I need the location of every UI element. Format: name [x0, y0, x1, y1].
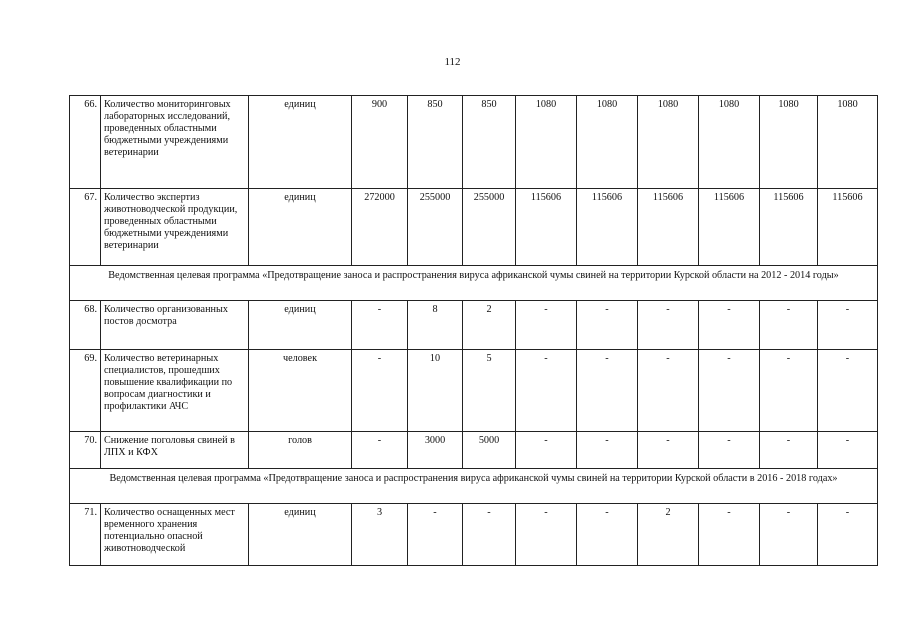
- value-cell: 115606: [638, 189, 699, 266]
- value-cell: -: [352, 432, 408, 469]
- value-cell: -: [760, 432, 818, 469]
- value-cell: 5000: [463, 432, 516, 469]
- table-row: [70, 301, 878, 350]
- section-header-row: [70, 266, 878, 301]
- value-cell: 8: [408, 301, 463, 350]
- value-cell: 10: [408, 350, 463, 432]
- value-cell: 850: [408, 96, 463, 189]
- value-cell: 1080: [577, 96, 638, 189]
- value-cell: -: [818, 301, 878, 350]
- value-cell: 1080: [699, 96, 760, 189]
- value-cell: -: [760, 350, 818, 432]
- value-cell: -: [352, 350, 408, 432]
- value-cell: -: [577, 504, 638, 566]
- value-cell: 900: [352, 96, 408, 189]
- value-cell: 1080: [760, 96, 818, 189]
- value-cell: -: [638, 432, 699, 469]
- value-cell: -: [699, 504, 760, 566]
- value-cell: -: [818, 504, 878, 566]
- value-cell: -: [408, 504, 463, 566]
- value-cell: -: [760, 504, 818, 566]
- value-cell: 1080: [638, 96, 699, 189]
- value-cell: 3000: [408, 432, 463, 469]
- row-number: 66.: [70, 96, 101, 189]
- unit-of-measure: голов: [249, 432, 352, 469]
- value-cell: -: [699, 301, 760, 350]
- value-cell: 850: [463, 96, 516, 189]
- value-cell: 115606: [577, 189, 638, 266]
- value-cell: 2: [638, 504, 699, 566]
- value-cell: 272000: [352, 189, 408, 266]
- row-number: 71.: [70, 504, 101, 566]
- section-header-row: [70, 469, 878, 504]
- table-row: [70, 350, 878, 432]
- value-cell: 115606: [760, 189, 818, 266]
- unit-of-measure: человек: [249, 350, 352, 432]
- value-cell: 255000: [463, 189, 516, 266]
- table-row: [70, 96, 878, 189]
- indicator-name: Количество мониторинговых лабораторных исследований, проведенных областными бюджетными учреждениями ветеринарии: [101, 96, 249, 189]
- value-cell: 115606: [516, 189, 577, 266]
- value-cell: -: [818, 432, 878, 469]
- value-cell: -: [699, 350, 760, 432]
- value-cell: 115606: [818, 189, 878, 266]
- value-cell: 2: [463, 301, 516, 350]
- section-title: Ведомственная целевая программа «Предотвращение заноса и распространения вируса африканской чумы свиней на территории Курской области в 2016 - 2018 годах»: [70, 469, 878, 504]
- value-cell: -: [638, 301, 699, 350]
- value-cell: 255000: [408, 189, 463, 266]
- value-cell: 5: [463, 350, 516, 432]
- page-number: 112: [444, 56, 461, 68]
- value-cell: 1080: [516, 96, 577, 189]
- indicator-name: Количество организованных постов досмотра: [101, 301, 249, 350]
- value-cell: -: [577, 350, 638, 432]
- value-cell: -: [638, 350, 699, 432]
- indicator-name: Снижение поголовья свиней в ЛПХ и КФХ: [101, 432, 249, 469]
- value-cell: -: [577, 432, 638, 469]
- indicator-name: Количество ветеринарных специалистов, прошедших повышение квалификации по вопросам диагностики и профилактики АЧС: [101, 350, 249, 432]
- indicators-table: [69, 95, 878, 566]
- value-cell: -: [818, 350, 878, 432]
- table-row: [70, 504, 878, 566]
- value-cell: -: [699, 432, 760, 469]
- value-cell: 1080: [818, 96, 878, 189]
- value-cell: 3: [352, 504, 408, 566]
- value-cell: -: [516, 432, 577, 469]
- value-cell: -: [463, 504, 516, 566]
- value-cell: -: [516, 350, 577, 432]
- row-number: 67.: [70, 189, 101, 266]
- unit-of-measure: единиц: [249, 301, 352, 350]
- value-cell: -: [516, 301, 577, 350]
- row-number: 68.: [70, 301, 101, 350]
- value-cell: -: [760, 301, 818, 350]
- section-title: Ведомственная целевая программа «Предотвращение заноса и распространения вируса африканской чумы свиней на территории Курской области на 2012 - 2014 годы»: [70, 266, 878, 301]
- row-number: 69.: [70, 350, 101, 432]
- row-number: 70.: [70, 432, 101, 469]
- indicator-name: Количество оснащенных мест временного хранения потенциально опасной животноводческой: [101, 504, 249, 566]
- value-cell: -: [577, 301, 638, 350]
- unit-of-measure: единиц: [249, 96, 352, 189]
- value-cell: -: [516, 504, 577, 566]
- indicator-name: Количество экспертиз животноводческой продукции, проведенных областными бюджетными учреждениями ветеринарии: [101, 189, 249, 266]
- table-row: [70, 432, 878, 469]
- value-cell: -: [352, 301, 408, 350]
- unit-of-measure: единиц: [249, 504, 352, 566]
- table-row: [70, 189, 878, 266]
- value-cell: 115606: [699, 189, 760, 266]
- unit-of-measure: единиц: [249, 189, 352, 266]
